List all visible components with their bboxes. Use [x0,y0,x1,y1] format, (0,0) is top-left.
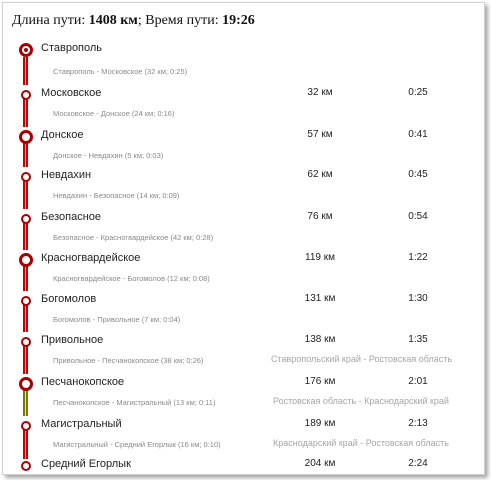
point-distance: 189 км [304,418,336,429]
segment-info: Донское - Невдахин (5 км; 0:03) [53,151,164,160]
point-city: Безопасное [41,211,102,223]
point-city: Красногвардейское [41,252,141,264]
route-point [3,332,484,352]
segment-info: Невдахин - Безопасное (14 км; 0:09) [53,191,180,200]
time-label: Время пути: [145,13,219,28]
route-summary [12,13,255,29]
route-point [3,167,484,187]
point-time: 0:25 [408,87,428,98]
point-time: 2:24 [408,458,428,469]
route-point [3,127,484,147]
start-city: Ставрополь [41,42,103,54]
length-label: Длина пути: [12,13,86,28]
route-point [3,209,484,229]
waypoint-marker-icon [21,337,31,347]
point-time: 2:13 [408,418,428,429]
route-point [3,291,484,311]
segment-info: Безопасное - Красногвардейское (42 км; 0:28) [53,233,214,242]
point-distance: 176 км [304,376,336,387]
route-point [3,416,484,436]
summary-separator: ; [137,13,142,28]
point-distance: 76 км [307,211,333,222]
route-panel [2,2,485,475]
segment-info: Магистральный - Средний Егорлык (16 км; 0:10) [53,440,221,449]
point-city: Песчанокопское [41,376,125,388]
point-city: Богомолов [41,293,97,305]
region-border: Краснодарский край - Ростовская область [273,438,449,448]
point-time: 0:41 [408,129,428,140]
point-city: Московское [41,87,102,99]
waypoint-marker-icon [21,172,31,182]
point-distance: 119 км [305,252,335,263]
region-border: Ростовская область - Краснодарский край [273,396,449,406]
point-distance: 62 км [307,169,333,180]
route-point [3,456,484,476]
waypoint-marker-icon [19,253,33,267]
segment-info: Красногвардейское - Богомолов (12 км; 0:08) [53,274,210,283]
segment-info: Ставрополь - Московское (32 км; 0:25) [53,67,188,76]
point-time: 2:01 [408,376,428,387]
point-time: 1:30 [408,293,428,304]
segment-info: Привольное - Песчанокопское (38 км; 0:26) [53,356,204,365]
route-point [3,85,484,105]
segment-info: Песчанокопское - Магистральный (13 км; 0:11) [53,398,216,407]
waypoint-marker-icon [21,421,31,431]
finish-marker-icon [21,461,31,471]
road-segment [23,57,28,85]
start-point [3,40,484,60]
point-city: Привольное [41,334,104,346]
point-distance: 57 км [307,129,333,140]
segment-info: Богомолов - Привольное (7 км; 0:04) [53,315,181,324]
point-distance: 131 км [304,293,336,304]
waypoint-marker-icon [19,377,33,391]
point-city: Средний Егорлык [41,458,131,470]
point-distance: 204 км [304,458,336,469]
length-value: 1408 км [88,13,138,28]
waypoint-marker-icon [21,296,31,306]
time-value: 19:26 [222,13,255,28]
region-border: Ставропольский край - Ростовская область [271,354,453,364]
point-distance: 138 км [304,334,336,345]
segment-info: Московское - Донское (24 км; 0:16) [53,109,175,118]
point-time: 0:45 [408,169,428,180]
point-city: Донское [41,129,84,141]
route-point [3,374,484,394]
point-time: 1:35 [408,334,428,345]
point-city: Магистральный [41,418,122,430]
waypoint-marker-icon [21,90,31,100]
route-point [3,250,484,270]
point-city: Невдахин [41,169,92,181]
waypoint-marker-icon [21,214,31,224]
point-time: 1:22 [408,252,428,263]
point-time: 0:54 [408,211,428,222]
point-distance: 32 км [307,87,333,98]
waypoint-marker-icon [19,130,33,144]
start-marker-icon [19,43,33,57]
